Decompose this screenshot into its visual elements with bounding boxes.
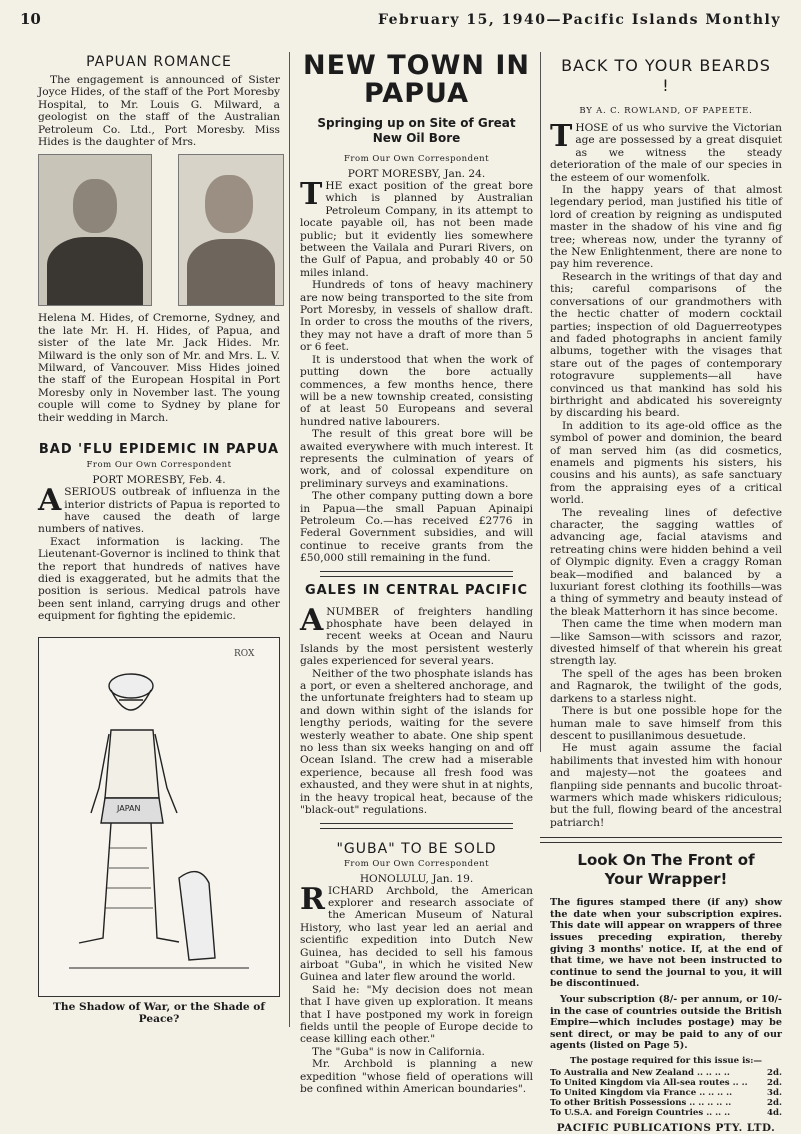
papuan-romance-title: PAPUAN ROMANCE	[86, 54, 232, 70]
cartoon-caption: The Shadow of War, or the Shade of Peace?	[53, 1000, 265, 1025]
section-divider	[540, 837, 782, 843]
section-divider	[320, 571, 513, 577]
section-divider	[320, 823, 513, 829]
postage-rate: 3d.	[767, 1087, 782, 1098]
new-town-title: NEW TOWN IN PAPUA	[302, 50, 530, 109]
postage-row	[550, 1068, 782, 1078]
gales-title: GALES IN CENTRAL PACIFIC	[304, 582, 529, 598]
postage-rate: 4d.	[767, 1107, 782, 1118]
postage-destination: To Australia and New Zealand .. .. .. ..	[550, 1067, 730, 1078]
postage-destination: To other British Possessions .. .. .. .. ..	[550, 1097, 732, 1108]
papuan-romance-intro: The engagement is announced of Sister Joyce Hides, of the staff of the Port Moresby Hospital, to Mr. Louis G. Milward, a geologist on the staff of the Australian Petroleum Co. Ltd., Port Moresby. Miss Hides is the daughter of Mrs.	[38, 74, 280, 149]
new-town-body: THE exact position of the great bore which is planned by Australian Petroleum Company, in its attempt to locate payable oil, has not been made public; but it evidently lies somewhere between the Vailala and Purari Rivers, on the Gulf of Papua, and probably 40 or 50 miles inland. Hundreds of tons of heavy machinery are now being transported to the site from Port Moresby, in vessels of shallow draft. In order to cross the mouths of the rivers, they may not have a draft of more than 5 or 6 feet. It is understood that when the work of putting down the bore actually commences, a few months hence, there will be a new township created, consisting of at least 50 Europeans and several hundred native labourers. The result of this great bore will be awaited everywhere with much interest. It represents the culmination of years of work, and of colossal expenditure on preliminary surveys and examinations. The other company putting down a bore in Papua—the small Papuan Apinaipi Petroleum Co.—has received £2776 in Federal Government subsidies, and will continue to receive grants from the £50,000 still remaining in the fund.	[300, 177, 533, 565]
drop-cap: T	[300, 177, 323, 212]
flu-dateline: PORT MORESBY, Feb. 4.	[92, 474, 226, 487]
running-title: February 15, 1940—Pacific Islands Monthly	[377, 12, 781, 28]
postage-table	[550, 1068, 782, 1118]
wrapper-title: Look On The Front of Your Wrapper!	[577, 851, 755, 889]
publisher-name: PACIFIC PUBLICATIONS PTY. LTD.	[556, 1121, 776, 1134]
column-rule	[540, 52, 541, 752]
postage-row	[550, 1108, 782, 1118]
column-right	[550, 48, 782, 1134]
column-middle	[300, 48, 533, 1095]
postage-row	[550, 1088, 782, 1098]
portrait-photo-hides	[178, 154, 284, 306]
flu-body: ASERIOUS outbreak of influenza in the interior districts of Papua is reported to have caused the death of large numbers of natives. Exact information is lacking. The Lieutenant-Governor is inclined to think that the report that hundreds of natives have died is exaggerated, but he admits that the position is serious. Medical patrols have been sent inland, carrying drugs and other equipment for fighting the epidemic.	[38, 483, 280, 623]
beards-byline: BY A. C. ROWLAND, OF PAPEETE.	[579, 106, 753, 116]
cartoon	[38, 637, 280, 997]
drop-cap: R	[300, 881, 325, 917]
new-town-subtitle: Springing up on Site of Great New Oil Bore	[317, 116, 516, 145]
postage-row	[550, 1078, 782, 1088]
wrapper-notice: The figures stamped there (if any) show the date when your subscription expires. This date will appear on wrappers of three issues preceding expiration, thereby giving 3 months' notice. If, at the end of that time, we have not been instructed to continue to send the journal to you, it will be discontinued.	[550, 897, 782, 990]
wrapper-subscription: Your subscription (8/- per annum, or 10/- in the case of countries outside the British Empire—which includes postage) may be sent direct, or may be paid to any of our agents (listed on Page 5).	[550, 993, 782, 1052]
cartoon-signature: ROX	[234, 648, 255, 659]
portrait-photo-milward	[38, 154, 152, 306]
new-town-dateline: PORT MORESBY, Jan. 24.	[347, 168, 486, 180]
postage-rate: 2d.	[767, 1097, 782, 1108]
flu-correspondent: From Our Own Correspondent	[86, 460, 232, 471]
guba-dateline: HONOLULU, Jan. 19.	[359, 872, 474, 885]
postage-destination: To United Kingdom via All-sea routes .. ..	[550, 1077, 748, 1088]
portrait-pair	[38, 152, 280, 312]
page-number: 10	[20, 10, 41, 28]
drop-cap: A	[300, 602, 324, 638]
postage-row	[550, 1098, 782, 1108]
postage-rate: 2d.	[767, 1067, 782, 1078]
new-town-correspondent: From Our Own Correspondent	[343, 154, 489, 164]
guba-correspondent: From Our Own Correspondent	[343, 858, 489, 869]
drop-cap: T	[550, 119, 573, 154]
postage-destination: To U.S.A. and Foreign Countries .. .. ..	[550, 1107, 731, 1118]
flu-title: BAD 'FLU EPIDEMIC IN PAPUA	[38, 442, 280, 458]
gales-body: ANUMBER of freighters handling phosphate have been delayed in recent weeks at Ocean and Nauru Islands by the most persistent westerly gales experienced for several years. Neither of the two phosphate islands has a port, or even a sheltered anchorage, and the unfortunate freighters had to steam up and down within sight of the islands for lengthy periods, waiting for the severe westerly weather to abate. One ship spent no less than six weeks hanging on and off Ocean Island. The crew had a miserable experience, because all fresh food was exhausted, and they were shut in at nights, in the heavy tropical heat, because of the "black-out" regulations.	[300, 602, 533, 817]
column-rule	[289, 52, 290, 1027]
cartoon-belt-text: JAPAN	[117, 803, 141, 813]
beards-title: BACK TO YOUR BEARDS !	[561, 56, 771, 95]
guba-title: "GUBA" TO BE SOLD	[336, 840, 497, 857]
beards-body: THOSE of us who survive the Victorian age are possessed by a great disquiet as we witness the steady deterioration of the male of our species in the esteem of our womenfolk. In the happy years of that almost legendary period, man justified his title of lord of creation by reigning as undisputed master in the shadow of his vine and fig tree; whereas now, under the tyranny of the New Enlightenment, there are none to pay him reverence. Research in the writings of that day and this; careful comparisons of the conversations of our grandmothers with the hectic chatter of modern cocktail parties; inspection of old Daguerreotypes and faded photographs in ancient family albums, together with the visages that stare out of the pages of contemporary rotogravure supplements—all have convinced us that mankind has sold his birthright and abdicated his sovereignty by discarding his beard. In addition to its age-old office as the symbol of power and dominion, the beard of man served him (as did cosmetics, enamels and pigments his sisters, his cousins and his aunts), as safe sanctuary from the appraising eyes of a critical world. The revealing lines of defective character, the sagging wattles of advancing age, facial atavisms and retreating chins were hidden behind a veil of Olympic dignity. Even a craggy Roman beak—modified and balanced by a luxuriant forest clothing its foothills—was a thing of symmetry and beauty instead of the bleak Matterhorn it has since become. Then came the time when modern man—like Samson—with scissors and razor, divested himself of that wherein his great strength lay. The spell of the ages has been broken and Ragnarok, the twilight of the gods, darkens to a starless night. There is but one possible hope for the human male to save himself from this descent to pusillanimous desuetude. He must again assume the facial habiliments that invested him with honour and majesty—not the goatees and flanpiing side pennants and bucolic throat-warmers which made whiskers ridiculous; but the full, flowing beard of the ancestral patriarch!	[550, 119, 782, 829]
postage-rate: 2d.	[767, 1077, 782, 1088]
column-left	[38, 48, 280, 1025]
drop-cap: A	[38, 483, 62, 519]
page-header	[0, 0, 801, 48]
papuan-romance-cont: Helena M. Hides, of Cremorne, Sydney, and the late Mr. H. H. Hides, of Papua, and sister of the late Mr. Jack Hides. Mr. Milward is the only son of Mr. and Mrs. L. V. Milward, of Vancouver. Miss Hides joined the staff of the European Hospital in Port Moresby only in November last. The young couple will come to Sydney by plane for their wedding in March.	[38, 312, 280, 424]
cartoon-illustration	[39, 638, 279, 994]
postage-heading: The postage required for this issue is:—	[570, 1055, 762, 1066]
guba-body: RICHARD Archbold, the American explorer and research associate of the American Museum of Natural History, who last year led an aerial and scientific expedition into Dutch New Guinea, has decided to sell his famous airboat "Guba", in which he visited New Guinea and later flew around the world. Said he: "My decision does not mean that I have given up exploration. It means that I have postponed my work in foreign fields until the people of Europe decide to cease killing each other." The "Guba" is now in California. Mr. Archbold is planning a new expedition "whose field of operations will be confined within American boundaries".	[300, 881, 533, 1095]
postage-destination: To United Kingdom via France .. .. .. ..	[550, 1087, 733, 1098]
